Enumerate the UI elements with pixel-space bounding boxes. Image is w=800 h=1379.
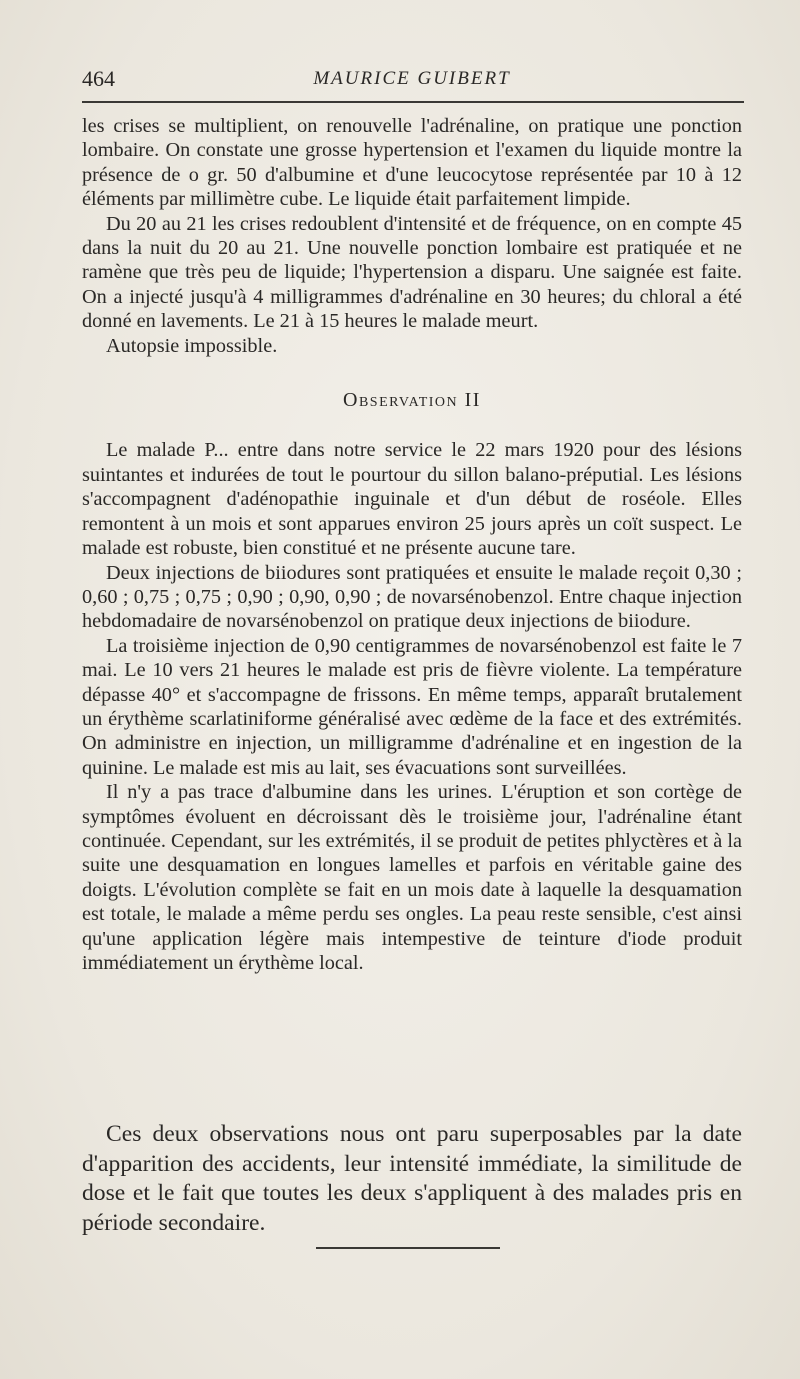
paragraph: Du 20 au 21 les crises redoublent d'intensité et de fréquence, on en compte 45 dans la nuit du 20 au 21. Une nouvelle ponction lombaire est pratiquée et ne ramène que très peu de liquide; l'hypertension a disparu. Une saignée est faite. On a injecté jusqu'à 4 milligrammes d'adrénaline en 30 heures; du chloral a été donné en lavements. Le 21 à 15 heures le malade meurt. <box>82 212 742 333</box>
main-text <box>82 114 742 975</box>
running-title: MAURICE GUIBERT <box>313 68 511 89</box>
paragraph: Autopsie impossible. <box>106 334 278 357</box>
paragraph: Il n'y a pas trace d'albumine dans les urines. L'éruption et son cortège de symptômes évoluent en décroissant dès le troisième jour, l'adrénaline étant continuée. Cependant, sur les extrémités, il se produit de petites phlyctères et à la suite une desquamation en longues lamelles et parfois en véritable gaine des doigts. L'évolution complète se fait en un mois date à laquelle la desquamation est totale, le malade a même perdu ses ongles. La peau reste sensible, c'est ainsi qu'une application légère mais intempestive de teinture d'iode produit immédiatement un érythème local. <box>82 781 742 974</box>
page-number: 464 <box>82 66 115 91</box>
header-rule <box>82 101 744 103</box>
page-header <box>82 64 742 98</box>
paragraph: Le malade P... entre dans notre service le 22 mars 1920 pour des lésions suintantes et indurées de tout le pourtour du sillon balano-préputial. Les lésions s'accompagnent d'adénopathie inguinale et d'un début de roséole. Elles remontent à un mois et sont apparues environ 25 jours après un coït suspect. Le malade est robuste, bien constitué et ne présente aucune tare. <box>82 439 742 560</box>
section-heading: Observation II <box>343 389 481 412</box>
conclusion-paragraph: Ces deux observations nous ont paru superposables par la date d'apparition des accidents, leur intensité immédiate, la similitude de dose et le fait que toutes les deux s'appliquent à des malades pris en période secondaire. <box>82 1121 742 1236</box>
paragraph-continuation: les crises se multiplient, on renouvelle l'adrénaline, on pratique une ponction lombaire. On constate une grosse hypertension et l'examen du liquide montre la présence de o gr. 50 d'albumine et d'une leucocytose représentée par 10 à 12 éléments par millimètre cube. Le liquide était parfaitement limpide. <box>82 115 742 211</box>
end-rule <box>316 1247 500 1249</box>
paragraph: La troisième injection de 0,90 centigrammes de novarsénobenzol est faite le 7 mai. Le 10 vers 21 heures le malade est pris de fièvre violente. La température dépasse 40° et s'accompagne de frissons. En même temps, apparaît brutalement un érythème scarlatiniforme généralisé avec œdème de la face et des extrémités. On administre en injection, un milligramme d'adrénaline et en ingestion de la quinine. Le malade est mis au lait, ses évacuations sont surveillées. <box>82 634 742 779</box>
conclusion-block <box>82 1120 742 1238</box>
paragraph: Deux injections de biiodures sont pratiquées et ensuite le malade reçoit 0,30 ; 0,60 ; 0,75 ; 0,75 ; 0,90 ; 0,90, 0,90 ; de novarsénobenzol. Entre chaque injection hebdomadaire de novarsénobenzol on pratique deux injections de biiodure. <box>82 561 742 633</box>
